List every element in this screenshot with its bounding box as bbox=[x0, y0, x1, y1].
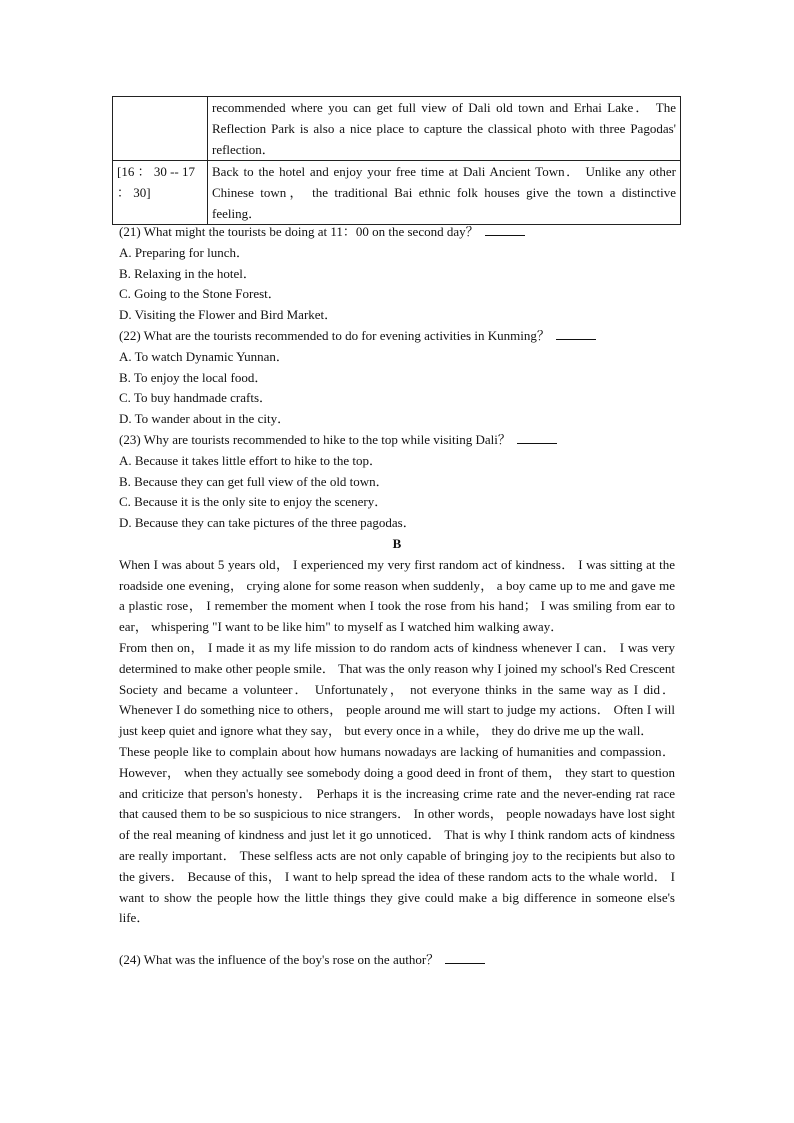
question-24 bbox=[119, 950, 675, 971]
questions-content bbox=[119, 222, 675, 971]
table-row bbox=[113, 161, 681, 225]
question-stem-text: (22) What are the tourists recommended to do for evening activities in Kunming？ bbox=[119, 327, 550, 343]
itinerary-table bbox=[112, 96, 681, 225]
section-heading: B bbox=[392, 535, 402, 551]
time-cell bbox=[113, 97, 208, 161]
option-d[interactable]: D. Visiting the Flower and Bird Market． bbox=[119, 307, 338, 323]
passage-paragraph: These people like to complain about how humans nowadays are lacking of humanities and compassion． However， when they actually see somebody doing a good deed in front of them， they start to question and criticize that person's honesty． Perhaps it is the increasing crime rate and the never-ending rat race that caused them to be so suspicious to nice strangers． In other words， people nowadays have lost sight of the real meaning of kindness and just let it go unnoticed． That is why I think random acts of kindness are really important． These selfless acts are not only capable of bringing joy to the recipients but also to the givers． Because of this， I want to help spread the idea of these random acts to the whale world． I want to show the people how the little things they give could make a big difference in someone else's life． bbox=[119, 743, 675, 926]
question-stem bbox=[119, 430, 675, 451]
option-a[interactable]: A. Preparing for lunch． bbox=[119, 244, 249, 260]
option-c[interactable]: C. To buy handmade crafts． bbox=[119, 390, 273, 406]
answer-blank[interactable] bbox=[445, 951, 485, 964]
question-stem-text: (21) What might the tourists be doing at 11：00 on the second day？ bbox=[119, 224, 479, 239]
option-a[interactable]: A. To watch Dynamic Yunnan． bbox=[119, 348, 289, 364]
question-stem bbox=[119, 950, 675, 971]
option-d[interactable]: D. Because they can take pictures of the three pagodas． bbox=[119, 515, 416, 531]
answer-blank[interactable] bbox=[517, 431, 557, 444]
description-cell: Back to the hotel and enjoy your free time at Dali Ancient Town． Unlike any other Chinese town， the traditional Bai ethnic folk houses give the town a distinctive feeling． bbox=[208, 161, 681, 225]
answer-blank[interactable] bbox=[485, 223, 525, 236]
passage-paragraph: When I was about 5 years old， I experienced my very first random act of kindness． I was sitting at the roadside one evening， crying alone for some reason when suddenly， a boy came up to me and gave me a plastic rose， I remember the moment when I took the rose from his hand； I was smiling from ear to ear， whispering "I want to be like him" to myself as I watched him walking away． bbox=[119, 556, 675, 635]
option-b[interactable]: B. Because they can get full view of the old town． bbox=[119, 473, 389, 489]
question-23 bbox=[119, 430, 675, 534]
question-stem-text: (24) What was the influence of the boy's rose on the author？ bbox=[119, 951, 440, 967]
option-b[interactable]: B. To enjoy the local food． bbox=[119, 369, 268, 385]
description-cell: recommended where you can get full view of Dali old town and Erhai Lake． The Reflection Park is also a nice place to capture the classical photo with three Pagodas' reflection． bbox=[208, 97, 681, 161]
question-stem bbox=[119, 326, 675, 347]
answer-blank[interactable] bbox=[556, 327, 596, 340]
question-stem bbox=[119, 222, 675, 243]
option-c[interactable]: C. Going to the Stone Forest． bbox=[119, 286, 281, 302]
question-stem-text: (23) Why are tourists recommended to hike to the top while visiting Dali？ bbox=[119, 431, 511, 447]
question-22 bbox=[119, 326, 675, 430]
passage-paragraph: From then on， I made it as my life mission to do random acts of kindness whenever I can． I was very determined to make other people smile． That was the only reason why I joined my school's Red Crescent Society and became a volunteer． Unfortunately， not everyone thinks in the same way as I did． Whenever I do something nice to others， people around me will start to judge my actions． Often I will just keep quiet and ignore what they say， but every once in a while， they do drive me up the wall． bbox=[119, 639, 675, 739]
paragraph-spacer bbox=[119, 929, 675, 950]
option-c[interactable]: C. Because it is the only site to enjoy the scenery． bbox=[119, 494, 388, 510]
table-row bbox=[113, 97, 681, 161]
option-d[interactable]: D. To wander about in the city． bbox=[119, 411, 291, 427]
option-b[interactable]: B. Relaxing in the hotel． bbox=[119, 265, 256, 281]
question-21 bbox=[119, 222, 675, 326]
option-a[interactable]: A. Because it takes little effort to hike to the top． bbox=[119, 452, 382, 468]
time-cell: [16 ： 30 -- 17 ： 30] bbox=[113, 161, 208, 225]
